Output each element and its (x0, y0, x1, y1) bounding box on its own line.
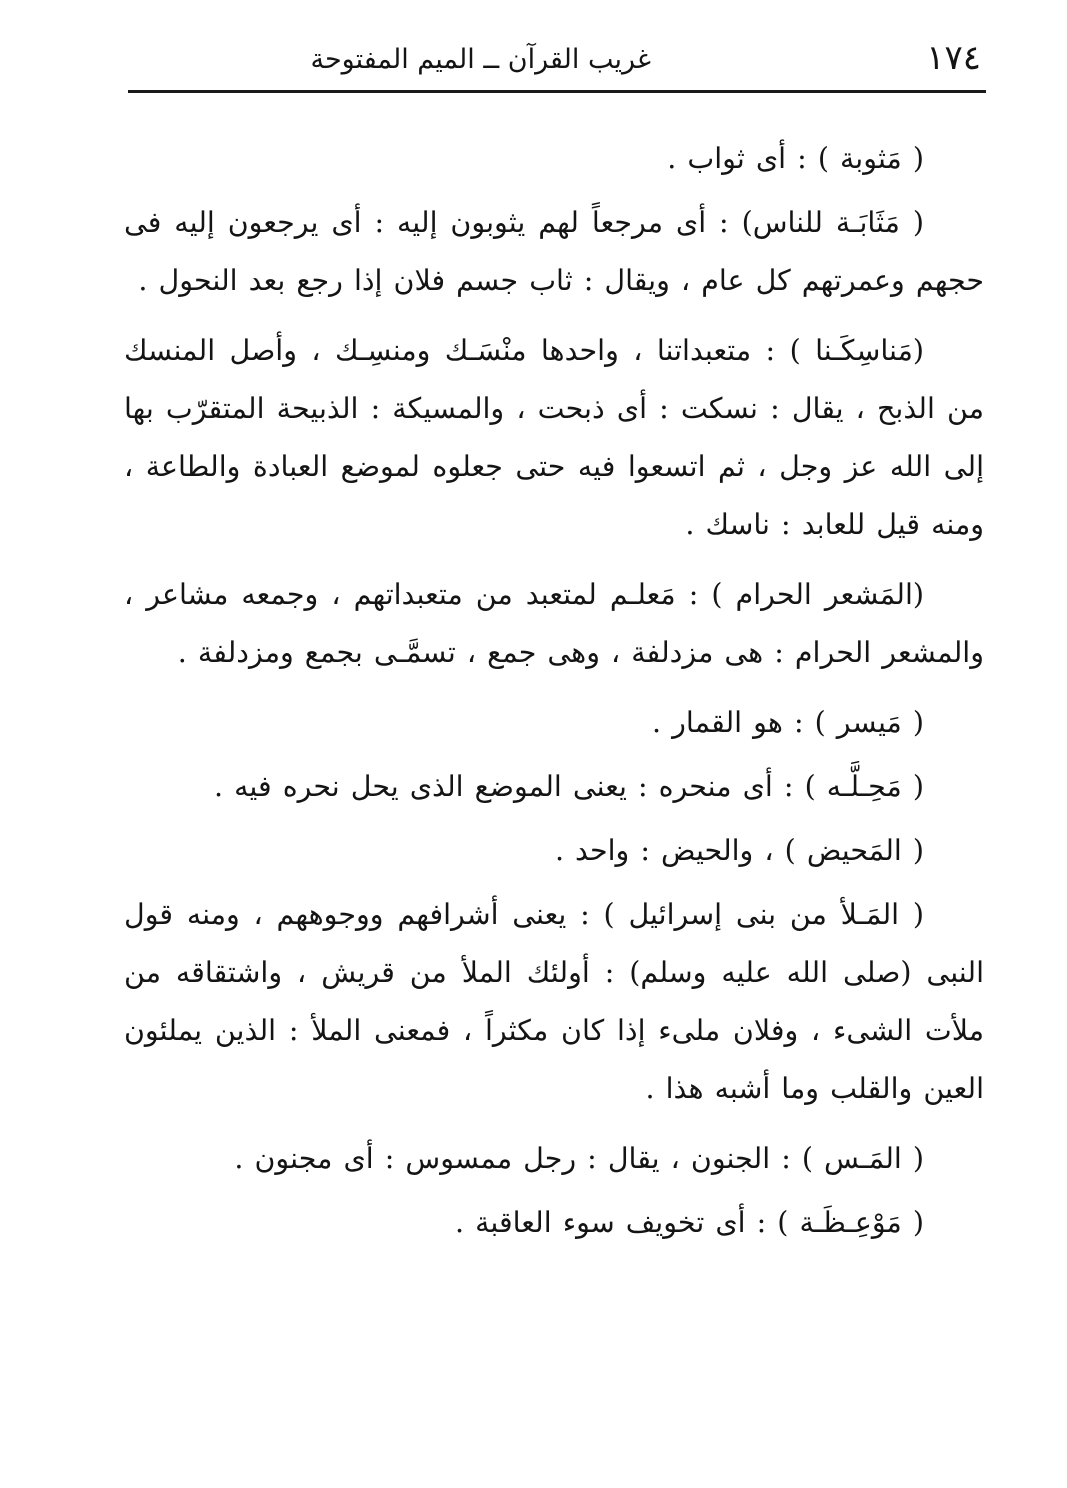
entry-definition: : أى منحره : يعنى الموضع الذى يحل نحره فيه . (214, 770, 805, 803)
entry-term: (المَشعر الحرام ) (711, 578, 924, 611)
running-header (128, 34, 981, 84)
entry-mashar (124, 566, 984, 682)
entry-maysir (124, 694, 984, 752)
entry-mahid (124, 822, 984, 880)
entry-term: ( المَـس ) (801, 1142, 924, 1175)
entry-mathuba (124, 130, 984, 188)
entry-term: ( المَـلأ من بنى إسرائيل ) (603, 898, 924, 931)
entry-definition: ، والحيض : واحد . (554, 834, 785, 867)
entry-definition: : أى مرجعاً لهم يثوبون إليه : أى يرجعون إليه فى حجهم وعمرتهم كل عام ، ويقال : ثاب جسم فلان إذا رجع بعد النحول . (124, 206, 984, 297)
entry-term: ( مَحِـلَّـه ) (804, 770, 924, 803)
page-number: ١٧٤ (926, 38, 981, 78)
entry-definition: : هو القمار . (652, 706, 815, 739)
entry-mawizah (124, 1194, 984, 1252)
entry-term: ( مَثَابَـة للناس) (741, 206, 924, 239)
glossary-entries (124, 130, 984, 1264)
entry-definition: : يعنى أشرافهم ووجوههم ، ومنه قول النبى (صلى الله عليه وسلم) : أولئك الملأ من قريش ، واشتقاقه من ملأت الشىء ، وفلان ملىء إذا كان مكثراً ، فمعنى الملأ : الذين يملئون العين والقلب وما أشبه هذا . (124, 898, 984, 1105)
entry-term: (مَناسِكَـنا ) (789, 334, 925, 367)
entry-term: ( مَيسر ) (814, 706, 924, 739)
entry-term: ( مَوْعِـظَـة ) (777, 1206, 924, 1239)
entry-term: ( المَحيض ) (784, 834, 924, 867)
entry-mala (124, 886, 984, 1118)
header-rule (128, 90, 986, 93)
entry-mass (124, 1130, 984, 1188)
entry-definition: : أى ثواب . (667, 142, 818, 175)
entry-definition: : أى تخويف سوء العاقبة . (455, 1206, 778, 1239)
entry-mahillah (124, 758, 984, 816)
entry-manasik (124, 322, 984, 554)
running-title: غريب القرآن ــ الميم المفتوحة (310, 44, 651, 75)
entry-definition: : مَعلـم لمتعبد من متعبداتهم ، وجمعه مشاعر ، والمشعر الحرام : هى مزدلفة ، وهى جمع ، تسمَّـى بجمع ومزدلفة . (124, 578, 984, 669)
entry-mathaba (124, 194, 984, 310)
entry-definition: : الجنون ، يقال : رجل ممسوس : أى مجنون . (234, 1142, 802, 1175)
entry-definition: : متعبداتنا ، واحدها منْسَـك ومنسِـك ، وأصل المنسك من الذبح ، يقال : نسكت : أى ذبحت ، والمسيكة : الذبيحة المتقرّب بها إلى الله عز وجل ، ثم اتسعوا فيه حتى جعلوه لموضع العبادة والطاعة ، ومنه قيل للعابد : ناسك . (124, 334, 984, 541)
entry-term: ( مَثوبة ) (817, 142, 924, 175)
